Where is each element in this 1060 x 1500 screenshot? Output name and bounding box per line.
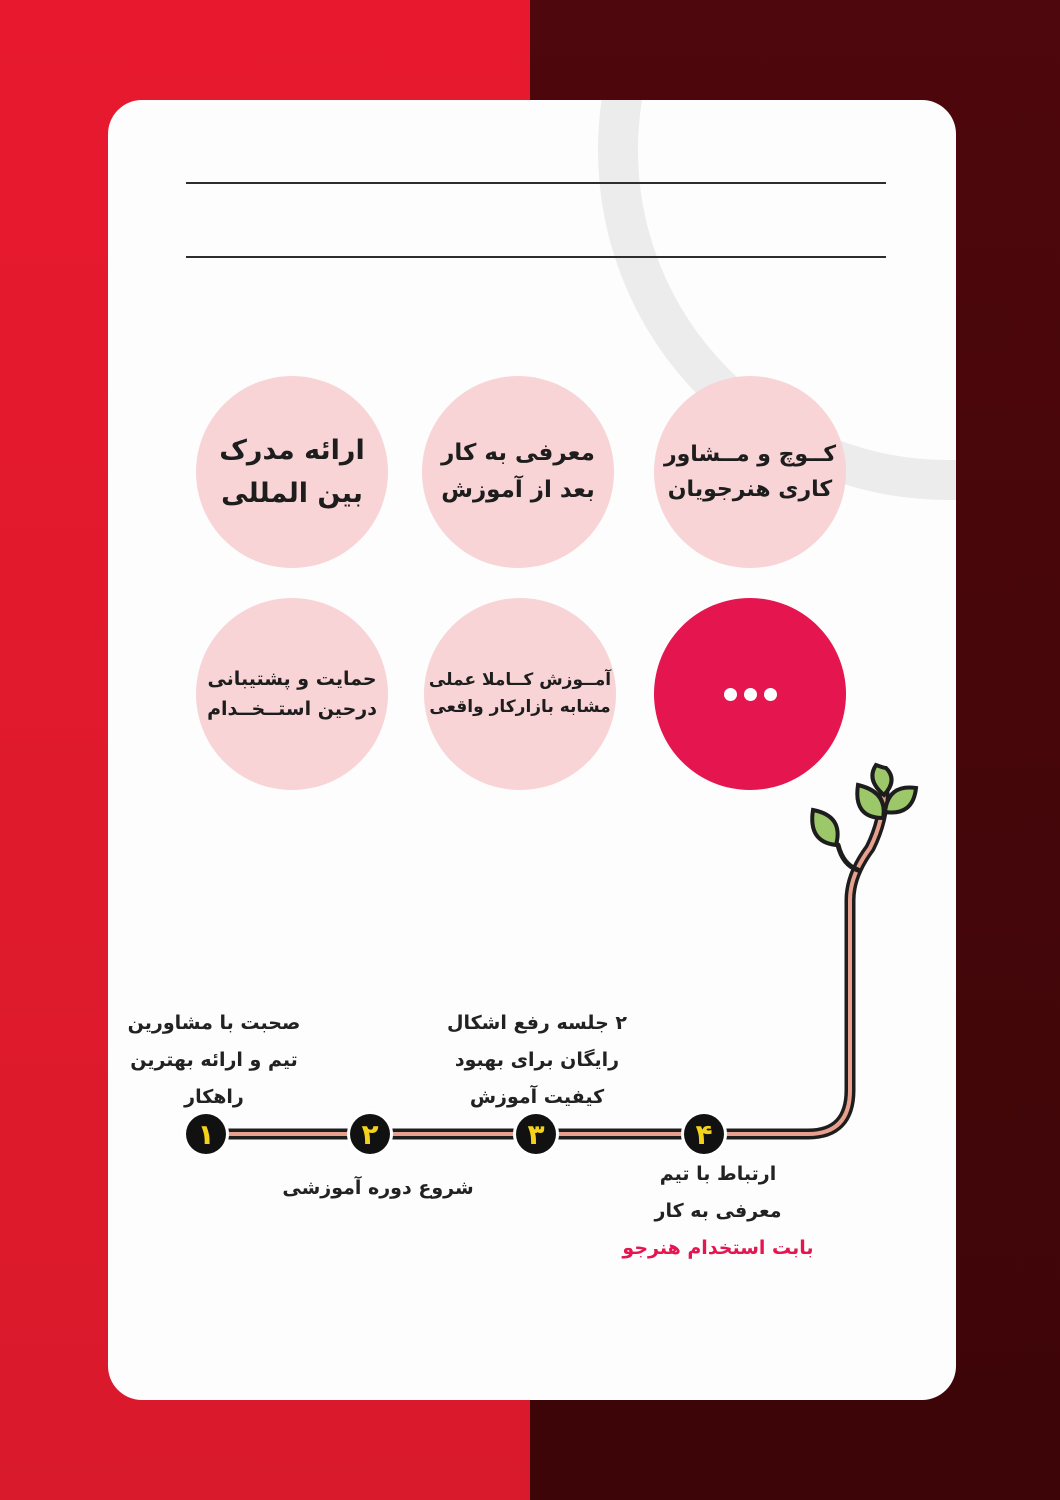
step-node-3: ۳ [516, 1114, 556, 1154]
feature-line: کــوچ و مــشاور [663, 441, 837, 467]
feature-line: بعد از آموزش [441, 477, 595, 503]
feature-line: معرفی به کار [441, 440, 595, 467]
sprout-icon [812, 765, 916, 845]
feature-line: بین المللی [221, 478, 363, 509]
step-label-3: ۲ جلسه رفع اشکال رایگان برای بهبود کیفیت آموزش [447, 1012, 627, 1109]
feature-line: درحین استــخــدام [207, 698, 377, 720]
step-highlight: بابت استخدام هنرجو [622, 1237, 814, 1260]
feature-line: ارائه مدرک [219, 434, 365, 466]
step-label-2: شروع دوره آموزشی [282, 1177, 474, 1199]
feature-line: کاری هنرجویان [667, 477, 833, 502]
content-card [108, 100, 956, 1400]
feature-line: مشابه بازارکار واقعی [429, 697, 611, 717]
step-node-1: ۱ [186, 1114, 226, 1154]
step-node-2: ۲ [350, 1114, 390, 1154]
feature-line: آمــوزش کــاملا عملی [428, 669, 612, 690]
step-node-4: ۴ [684, 1114, 724, 1154]
step-label-1: صحبت با مشاورین تیم و ارائه بهترین راهکار [127, 1012, 301, 1109]
feature-line: حمایت و پشتیبانی [207, 667, 377, 690]
step-label-4: ارتباط با تیم معرفی به کار بابت استخدام هنرجو [603, 1156, 833, 1267]
